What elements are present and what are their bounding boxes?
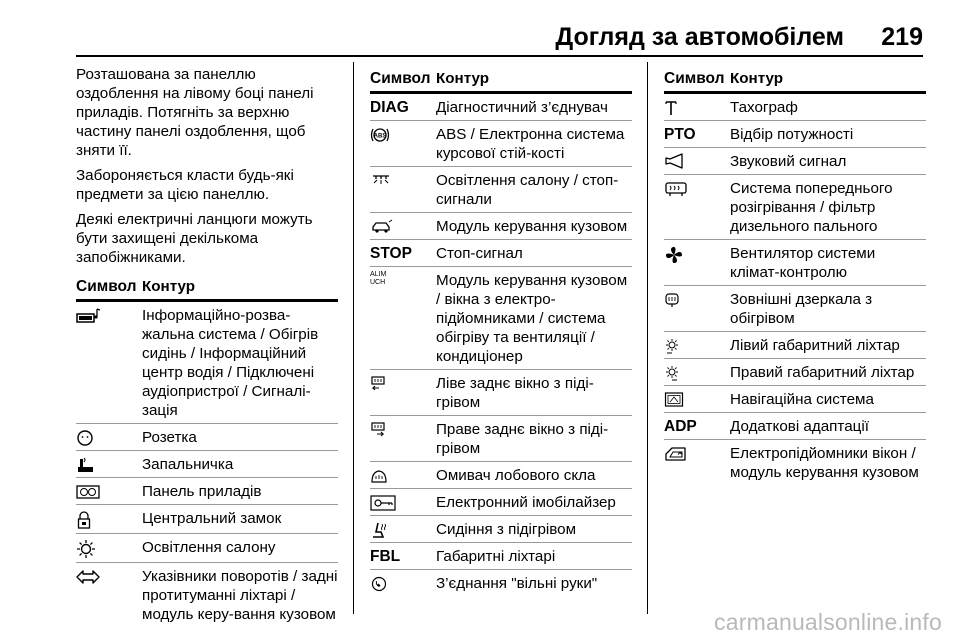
symbol-abbr	[664, 125, 730, 144]
watermark: carmanualsonline.info	[714, 609, 942, 635]
symbol-abbr	[370, 98, 436, 117]
table-row	[664, 440, 926, 485]
table-row	[664, 175, 926, 240]
table-row	[370, 516, 632, 543]
intro-paragraph: Забороняється класти будь-які предмети за цією панеллю.	[76, 167, 294, 203]
table-row	[664, 240, 926, 286]
symbol-abbr-text: FBL	[370, 548, 401, 565]
circuit-label: Запальничка	[142, 456, 234, 473]
infotainment-icon	[76, 306, 142, 420]
table-row	[664, 413, 926, 440]
power-outlet-icon	[76, 428, 142, 447]
power-window-icon	[664, 444, 730, 482]
table-row	[370, 213, 632, 240]
left-rear-window-heat-icon	[370, 374, 436, 412]
circuit-label: Освітлення салону / стоп-сигнали	[436, 172, 619, 208]
circuit-label: Звуковий сигнал	[730, 153, 847, 170]
circuit-label: Указівники поворотів / задні протитуманні ліхтарі / модуль керу-вання кузовом	[142, 568, 338, 623]
turn-signal-icon	[76, 567, 142, 624]
table-header	[76, 273, 338, 302]
header-rule	[76, 55, 923, 57]
tachograph-icon	[664, 98, 730, 117]
symbol-abbr	[370, 244, 436, 263]
instrument-panel-icon	[76, 482, 142, 501]
table-row	[76, 563, 338, 627]
fan-icon	[664, 244, 730, 282]
symbol-heading: Символ	[76, 278, 137, 295]
circuit-label: Модуль керування кузовом	[436, 218, 628, 235]
symbol-abbr-text: STOP	[370, 245, 412, 262]
symbol-abbr	[664, 417, 730, 436]
table-row	[76, 302, 338, 424]
table-row	[664, 332, 926, 359]
table-header	[664, 65, 926, 94]
table-row	[370, 416, 632, 462]
hands-free-icon	[370, 574, 436, 593]
intro-paragraph: Деякі електричні ланцюги можуть бути захищені декількома запобіжниками.	[76, 211, 313, 266]
table-row	[76, 478, 338, 505]
symbol-abbr-text: PTO	[664, 126, 696, 143]
circuit-label: Освітлення салону	[142, 539, 276, 556]
table-row	[370, 543, 632, 570]
symbol-tiny-label	[370, 271, 436, 366]
table-row	[370, 370, 632, 416]
diesel-preheat-icon	[664, 179, 730, 236]
symbol-heading: Символ	[370, 70, 431, 87]
circuit-label: Електронний імобілайзер	[436, 494, 616, 511]
circuit-label: Омивач лобового скла	[436, 467, 596, 484]
column-2	[370, 62, 632, 596]
circuit-label: Центральний замок	[142, 510, 282, 527]
symbol-heading: Символ	[664, 70, 725, 87]
svg-text:ABS: ABS	[373, 133, 387, 140]
circuit-label: Відбір потужності	[730, 126, 854, 143]
body-control-module-icon	[370, 217, 436, 236]
heated-seat-icon	[370, 520, 436, 539]
circuit-label: Навігаційна система	[730, 391, 874, 408]
circuit-label: Розетка	[142, 429, 197, 446]
page-title: Догляд за автомобілем	[555, 23, 844, 51]
circuit-label: Лівий габаритний ліхтар	[730, 337, 900, 354]
circuit-label: Ліве заднє вікно з піді-грівом	[436, 375, 594, 411]
table-row	[664, 286, 926, 332]
circuit-label: Діагностичний з’єднувач	[436, 99, 608, 116]
circuit-label: Система попереднього розігрівання / фільтр дизельного пального	[730, 180, 893, 235]
table-row	[76, 451, 338, 478]
intro-paragraph: Розташована за панеллю оздоблення на лівому боці панелі приладів. Потягніть за верхню частину панелі оздоблення, щоб зняти її.	[76, 66, 314, 159]
heated-mirror-icon	[664, 290, 730, 328]
table-row	[370, 121, 632, 167]
cigarette-lighter-icon	[76, 455, 142, 474]
right-side-light-icon	[664, 363, 730, 382]
table-row	[370, 570, 632, 596]
tiny-label-line: UCH	[370, 279, 386, 286]
page-number: 219	[881, 23, 923, 51]
column-divider	[353, 62, 354, 614]
right-rear-window-heat-icon	[370, 420, 436, 458]
horn-icon	[664, 152, 730, 171]
symbol-abbr	[370, 547, 436, 566]
table-row	[664, 94, 926, 121]
table-row	[370, 462, 632, 489]
table-row	[664, 148, 926, 175]
circuit-label: Праве заднє вікно з піді-грівом	[436, 421, 609, 457]
table-row	[76, 534, 338, 563]
circuit-label: ABS / Електронна система курсової стій-кості	[436, 126, 625, 162]
circuit-label: Вентилятор системи клімат-контролю	[730, 245, 876, 281]
interior-brake-light-icon	[370, 171, 436, 209]
table-row	[370, 489, 632, 516]
symbol-abbr-text: ADP	[664, 418, 697, 435]
table-row	[76, 424, 338, 451]
table-row	[664, 386, 926, 413]
table-row	[76, 505, 338, 534]
circuit-label: Панель приладів	[142, 483, 262, 500]
circuit-label: Електропідйомники вікон / модуль керування кузовом	[730, 445, 919, 481]
column-1	[76, 62, 338, 627]
circuit-label: Тахограф	[730, 99, 798, 116]
circuit-heading: Контур	[142, 278, 196, 295]
circuit-label: Сидіння з підігрівом	[436, 521, 577, 538]
page-header	[0, 0, 960, 58]
symbol-abbr-text: DIAG	[370, 99, 409, 116]
table-row	[370, 267, 632, 370]
table-row	[370, 167, 632, 213]
circuit-label: Стоп-сигнал	[436, 245, 523, 262]
abs-icon	[370, 125, 436, 163]
immobiliser-key-icon	[370, 493, 436, 512]
circuit-label: Модуль керування кузовом / вікна з електро-підйомниками / система обігріву та вентиляції / кондиціонер	[436, 272, 628, 365]
table-row	[370, 240, 632, 267]
interior-light-icon	[76, 538, 142, 559]
table-row	[664, 121, 926, 148]
circuit-label: Інформаційно-розва-жальна система / Обігрів сидінь / Інформаційний центр водія / Підключені аудіопристрої / Сигналі-зація	[142, 307, 319, 419]
washer-icon	[370, 466, 436, 485]
circuit-label: З’єднання "вільні руки"	[436, 575, 598, 592]
circuit-label: Правий габаритний ліхтар	[730, 364, 915, 381]
circuit-label: Додаткові адаптації	[730, 418, 869, 435]
table-header	[370, 65, 632, 94]
circuit-label: Габаритні ліхтарі	[436, 548, 556, 565]
tiny-label-line: ALIM	[370, 271, 387, 278]
left-side-light-icon	[664, 336, 730, 355]
circuit-heading: Контур	[436, 70, 490, 87]
column-3	[664, 62, 926, 485]
navigation-icon	[664, 390, 730, 409]
table-row	[664, 359, 926, 386]
central-lock-icon	[76, 509, 142, 530]
circuit-heading: Контур	[730, 70, 784, 87]
column-divider	[647, 62, 648, 614]
table-row	[370, 94, 632, 121]
circuit-label: Зовнішні дзеркала з обігрівом	[730, 291, 873, 327]
